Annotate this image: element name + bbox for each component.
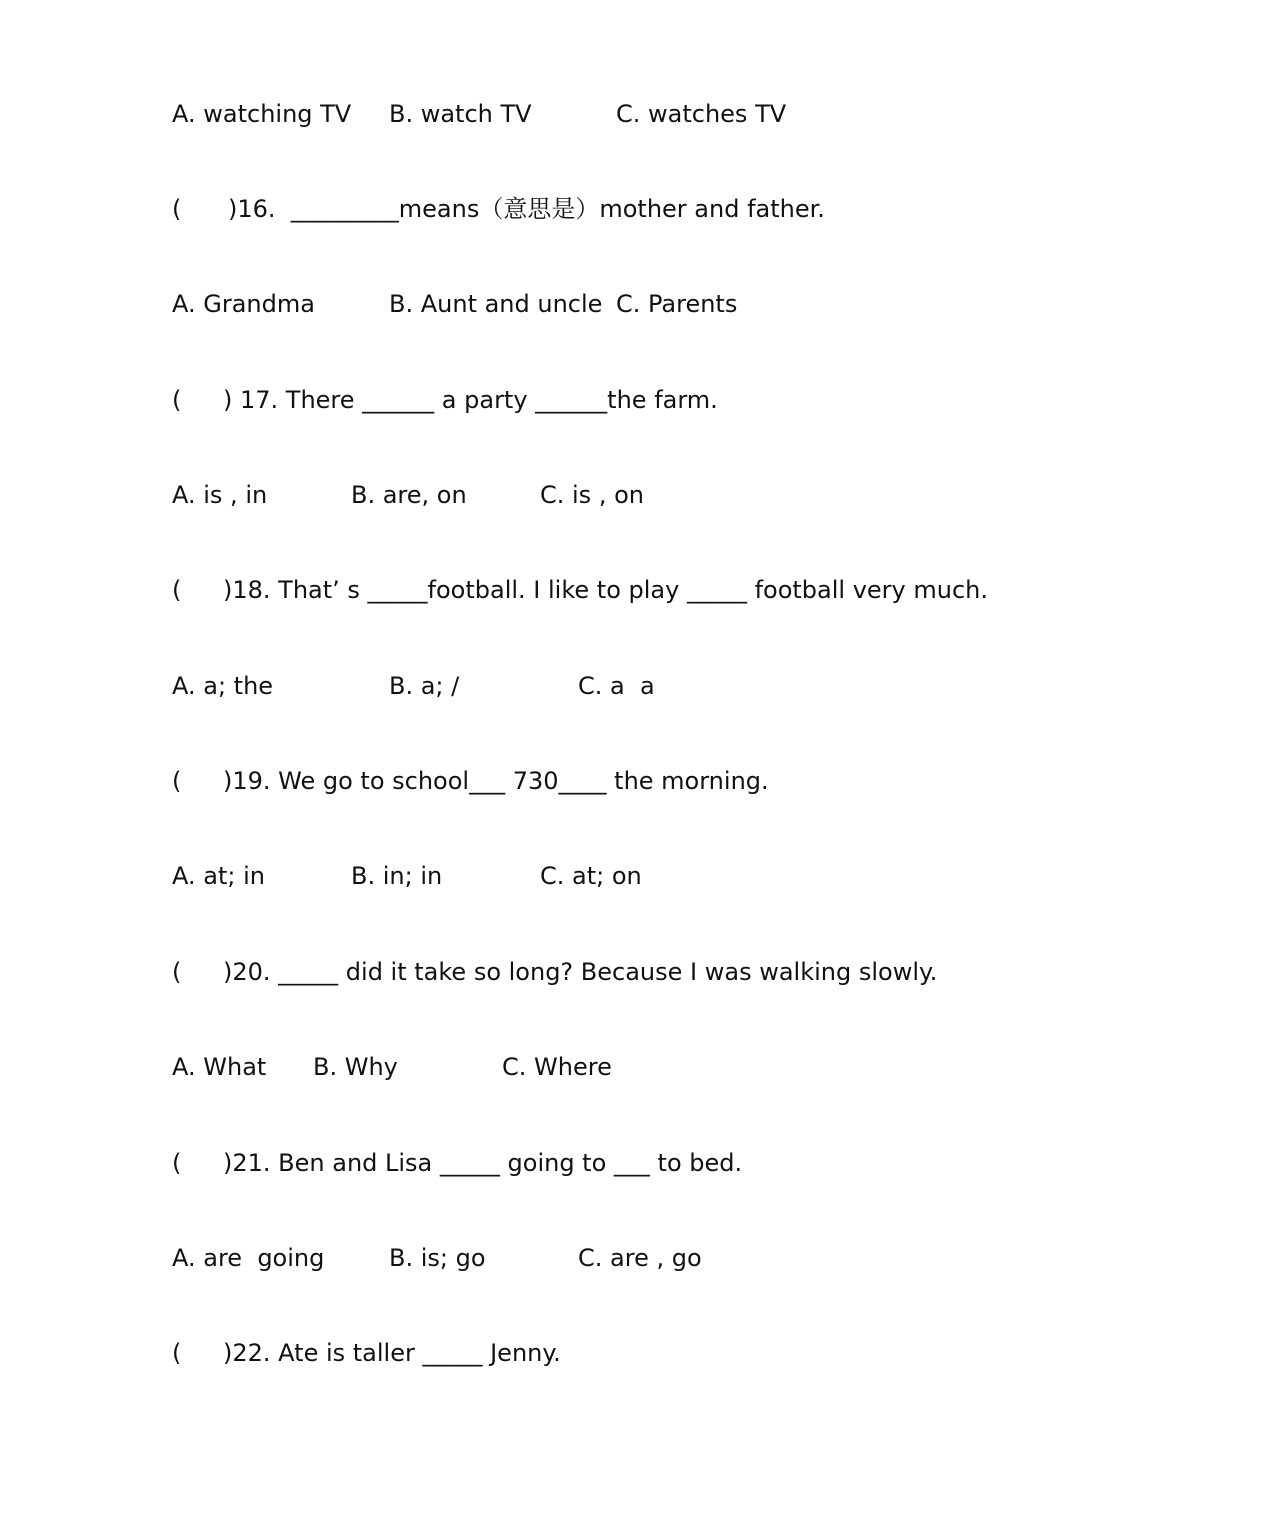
answer-paren: ( [172,576,182,604]
answer-paren: ( [172,958,182,986]
option-a: A. is , in [172,481,268,509]
question-17 [172,382,718,418]
option-a: A. a; the [172,672,274,700]
question-text: )20. _____ did it take so long? Because I was walking slowly. [223,958,938,986]
options-row-18 [172,668,655,704]
option-b: B. watch TV [389,100,532,128]
option-c: C. Parents [616,290,738,318]
question-text: ) 17. There ______ a party ______the farm. [223,386,718,414]
option-b: B. in; in [351,862,443,890]
option-a: A. watching TV [172,100,352,128]
option-b: B. Why [313,1053,398,1081]
question-text: )16. _________means（意思是）mother and father. [228,195,825,223]
answer-paren: ( [172,1149,182,1177]
answer-paren: ( [172,386,182,414]
option-c: C. is , on [540,481,644,509]
option-c: C. are , go [578,1244,702,1272]
answer-paren: ( [172,767,182,795]
question-text: )21. Ben and Lisa _____ going to ___ to bed. [223,1149,743,1177]
question-20 [172,954,938,990]
option-a: A. at; in [172,862,265,890]
options-row-15 [172,96,787,132]
option-a: A. Grandma [172,290,315,318]
option-b: B. is; go [389,1244,486,1272]
option-c: C. Where [502,1053,612,1081]
question-text: )19. We go to school___ 730____ the morning. [223,767,769,795]
option-b: B. Aunt and uncle [389,290,603,318]
options-row-16 [172,286,738,322]
options-row-19 [172,858,642,894]
question-text: )22. Ate is taller _____ Jenny. [223,1339,561,1367]
option-b: B. are, on [351,481,467,509]
option-c: C. at; on [540,862,642,890]
option-a: A. are going [172,1244,325,1272]
answer-paren: ( [172,1339,182,1367]
answer-paren: ( [172,195,182,223]
options-row-20 [172,1049,612,1085]
question-18 [172,572,988,608]
options-row-17 [172,477,644,513]
question-19 [172,763,769,799]
option-a: A. What [172,1053,267,1081]
options-row-21 [172,1240,702,1276]
option-b: B. a; / [389,672,460,700]
question-21 [172,1145,743,1181]
question-16 [172,191,825,227]
option-c: C. a a [578,672,655,700]
question-22 [172,1335,561,1371]
option-c: C. watches TV [616,100,787,128]
question-text: )18. That’ s _____football. I like to play _____ football very much. [223,576,988,604]
